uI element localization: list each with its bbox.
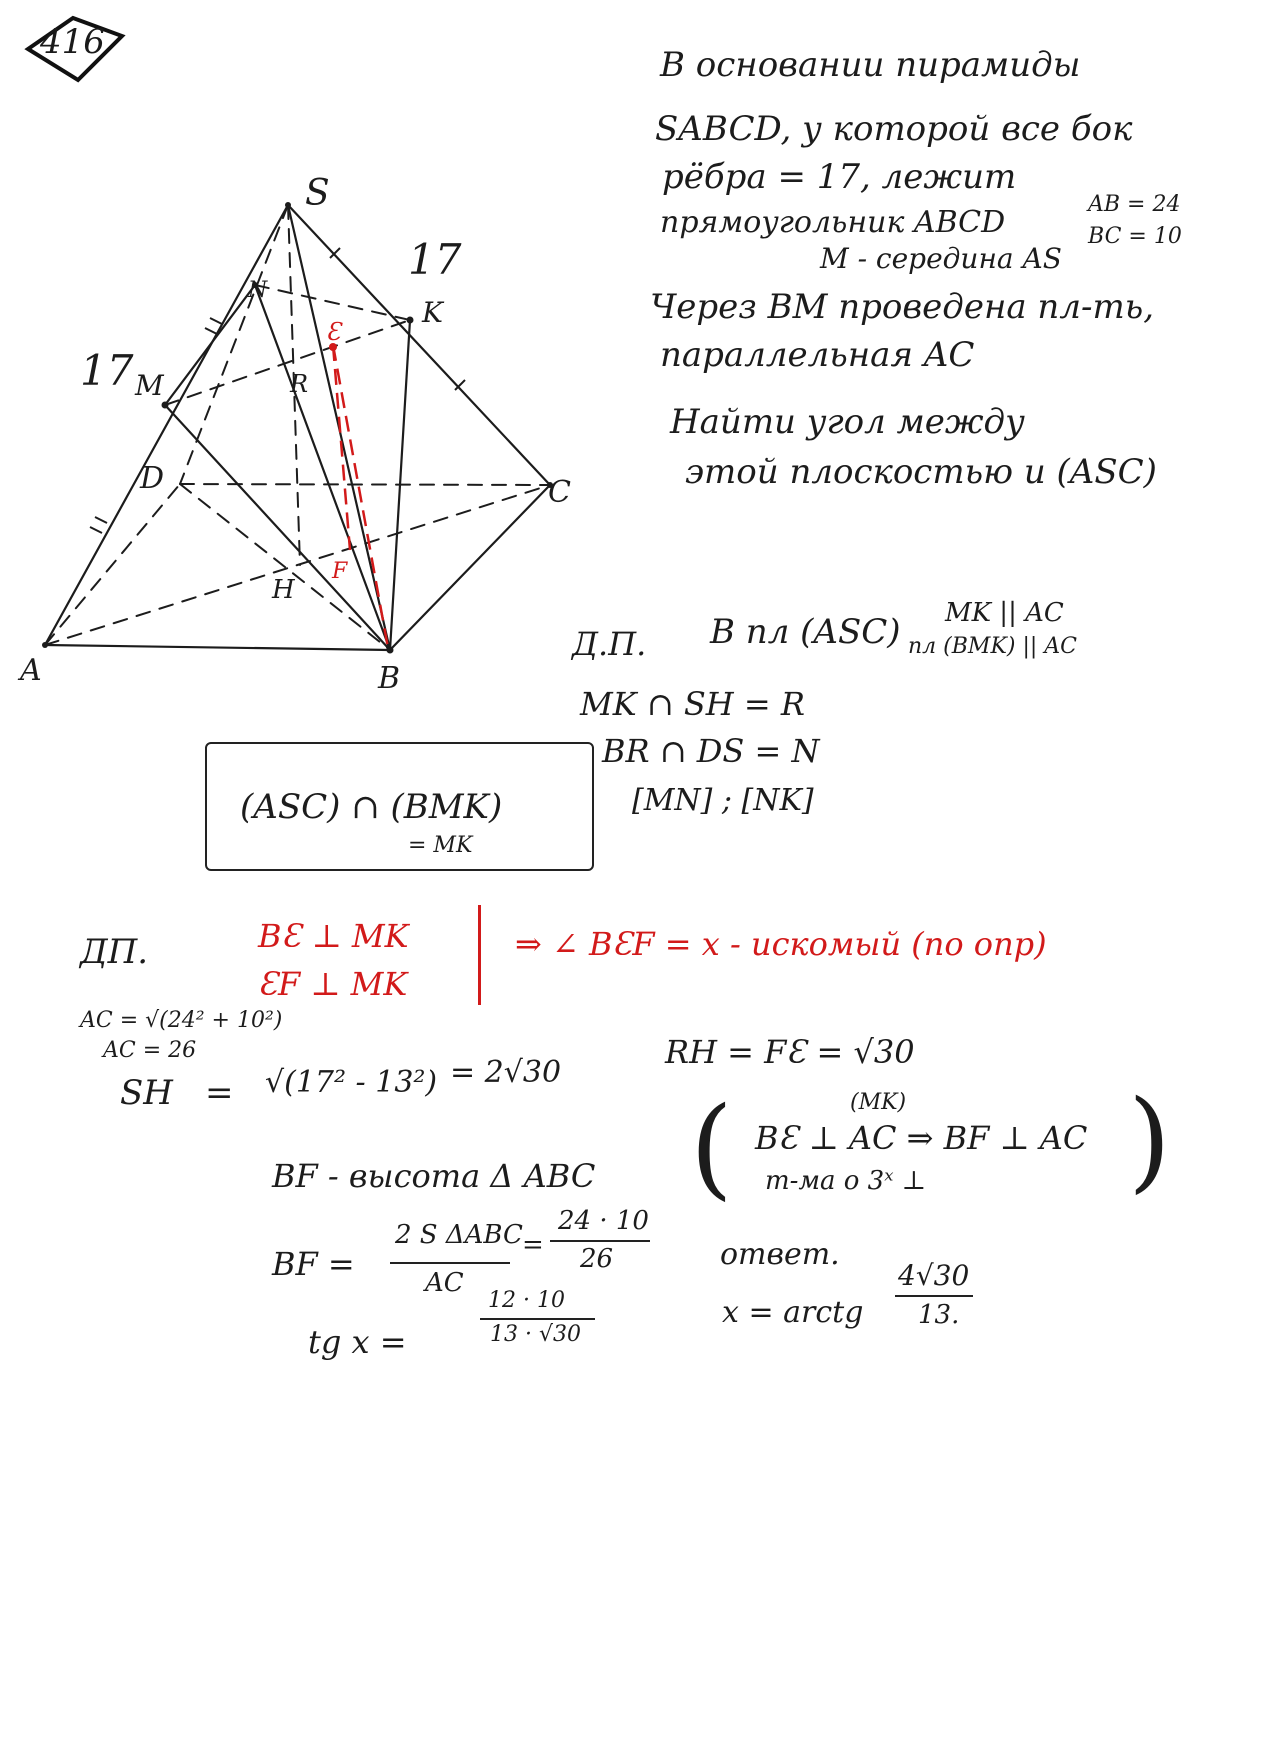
bf-fraction-bar [390,1262,510,1264]
tg-numerator: 12 · 10 [488,1288,565,1313]
problem-line-3: рёбра = 17, лежит [662,157,1017,197]
red-conclusion: ⇒ ∠ BƐF = x - искомый (по опр) [515,925,1047,963]
problem-line-4: прямоугольник ABCD [660,205,1006,240]
red-perp-1: BƐ ⊥ MK [258,917,409,955]
label-K: K [422,296,443,329]
label-F: F [332,559,348,584]
dp2-label: ДП. [80,932,149,972]
tg-denominator: 13 · √30 [490,1322,581,1347]
bf-denominator: AC [425,1268,464,1298]
red-perp-2: ƐF ⊥ MK [258,965,408,1003]
sh-label: SH [120,1073,173,1113]
left-paren: ( [690,1083,733,1211]
bf-numerator-2: 24 · 10 [558,1206,649,1236]
label-B: B [378,661,401,696]
label-C: C [548,475,571,510]
sh-radical: √(17² - 13²) [265,1065,438,1100]
bf-equals: = [522,1230,544,1260]
ac-value: AC = 26 [103,1038,197,1063]
answer-lhs: x = arctg [722,1295,864,1330]
perp-chain: BƐ ⊥ AC ⇒ BF ⊥ AC [755,1119,1088,1157]
box-top: (ASC) ∩ (BMK) [240,787,503,827]
pyramid-diagram [0,150,620,710]
sh-value: = 2√30 [450,1055,562,1090]
bf-altitude: BF - высота Δ ABC [272,1157,596,1195]
problem-number: 416 [40,22,105,62]
box-bottom: = MK [408,833,473,858]
edge-label-right: 17 [408,235,462,284]
br-ds-intersection: BR ∩ DS = N [602,732,820,770]
dp1-plane-parallel: пл (BMK) || AC [908,634,1077,659]
problem-line-5: M - середина AS [820,242,1062,275]
label-R: R [290,370,309,398]
bf-fraction-bar-2 [550,1240,650,1242]
dim-bc: BC = 10 [1088,224,1182,249]
dp1-parallel: MK || AC [945,598,1064,628]
tg-fraction-bar [480,1318,595,1320]
label-M: M [135,369,164,402]
answer-numerator: 4√30 [898,1259,970,1292]
dim-ab: AB = 24 [1088,192,1181,217]
problem-line-9: этой плоскостью и (ASC) [685,452,1157,492]
sh-equals: = [205,1073,234,1113]
problem-line-6: Через BM проведена пл-ть, [650,287,1155,327]
problem-line-2: SABCD, у которой все бок [655,109,1133,149]
answer-label: ответ. [720,1237,840,1272]
label-D: D [140,461,165,496]
mk-sh-intersection: MK ∩ SH = R [580,685,805,723]
bf-denominator-2: 26 [580,1244,614,1274]
ac-formula: AC = √(24² + 10²) [80,1008,283,1033]
label-E: Ɛ [326,318,341,346]
segments: [MN] ; [NK] [632,783,814,818]
problem-line-1: В основании пирамиды [660,45,1081,85]
problem-line-7: параллельная AC [660,335,975,375]
three-perp-theorem: т-ма о 3ˣ ⊥ [765,1166,927,1196]
label-H: H [272,575,295,605]
edge-label-left: 17 [80,346,134,395]
problem-line-8: Найти угол между [670,402,1025,442]
bf-numerator: 2 S ΔABC [395,1220,523,1250]
dp1-plane: B пл (ASC) [710,612,901,652]
answer-denominator: 13. [918,1300,960,1330]
label-A: A [20,653,42,688]
rh-equation: RH = FƐ = √30 [665,1033,915,1071]
label-N: N [248,278,268,303]
answer-fraction-bar [895,1295,973,1297]
right-paren: ) [1128,1076,1171,1204]
label-S: S [305,173,330,214]
red-bracket [478,905,481,1005]
bf-lhs: BF = [272,1245,355,1283]
mk-small: (MK) [850,1090,907,1115]
tg-lhs: tg x = [308,1323,407,1361]
dp1-label: Д.П. [572,625,647,663]
